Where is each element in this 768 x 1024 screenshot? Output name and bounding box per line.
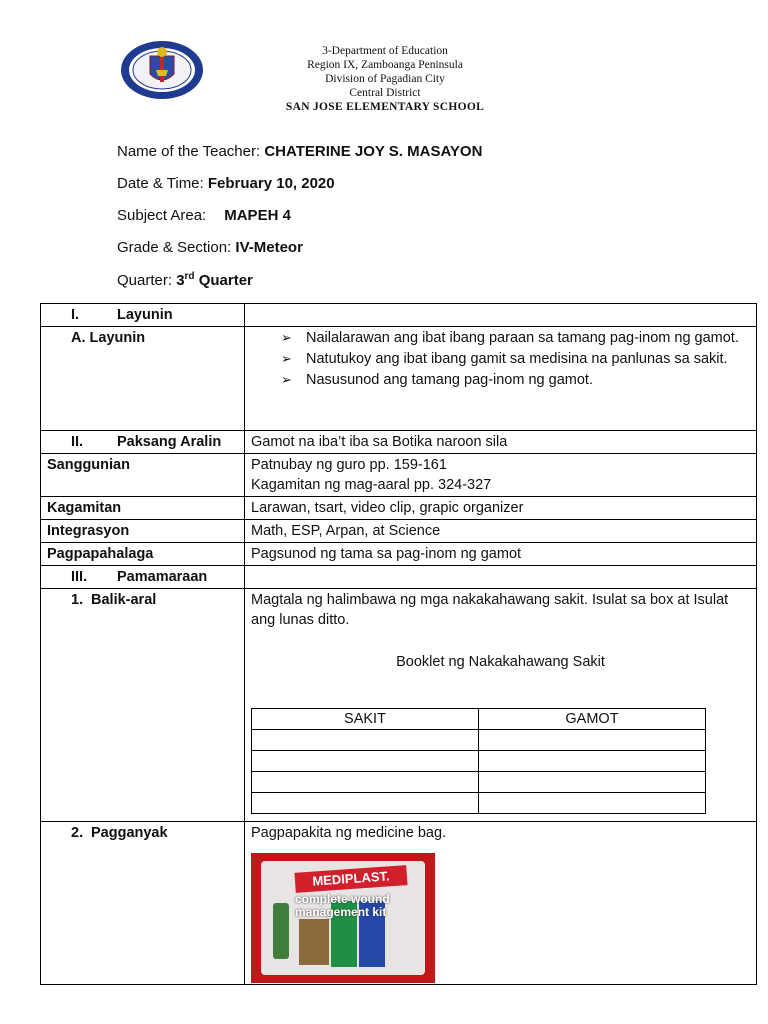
- sanggunian-ref-2: Kagamitan ng mag-aaral pp. 324-327: [251, 477, 492, 493]
- photo-brand-label: MEDIPLAST.: [294, 865, 407, 893]
- kagamitan-value: Larawan, tsart, video clip, grapic organizer: [245, 497, 757, 520]
- quarter-line: [117, 271, 253, 289]
- integrasyon-value: Math, ESP, Arpan, at Science: [245, 520, 757, 543]
- table-row: [252, 751, 706, 772]
- teacher-label: Name of the Teacher:: [117, 143, 265, 160]
- list-item: ➢ Natutukoy ang ibat ibang gamit sa medisina na panlunas sa sakit.: [281, 351, 728, 367]
- letterhead-line-2: Region IX, Zamboanga Peninsula: [307, 59, 463, 71]
- table-row: [252, 709, 706, 730]
- booklet-title: Booklet ng Nakakahawang Sakit: [396, 654, 605, 670]
- grade-label: Grade & Section:: [117, 239, 236, 256]
- table-row: [252, 793, 706, 814]
- section-3-heading: III. Pamamaraan: [41, 566, 245, 589]
- letterhead-line-1: 3-Department of Education: [322, 45, 448, 57]
- pagpapahalaga-label: Pagpapahalaga: [41, 543, 245, 566]
- balik-aral-cell: [245, 589, 757, 822]
- date-value: February 10, 2020: [207, 175, 335, 192]
- pagpapahalaga-value: Pagsunod ng tama sa pag-inom ng gamot: [245, 543, 757, 566]
- table-row: [41, 497, 757, 520]
- kagamitan-label: Kagamitan: [41, 497, 245, 520]
- subject-value: MAPEH 4: [224, 207, 291, 224]
- layunin-label: A. Layunin: [41, 327, 245, 431]
- subject-line: [117, 207, 291, 224]
- sanggunian-ref-1: Patnubay ng guro pp. 159-161: [251, 457, 447, 473]
- quarter-ordinal: rd: [184, 271, 195, 282]
- sanggunian-cell: [245, 454, 757, 497]
- deped-seal-logo: [120, 40, 204, 100]
- list-item: ➢ Nasusunod ang tamang pag-inom ng gamot.: [281, 372, 593, 388]
- quarter-word: Quarter: [194, 272, 253, 289]
- arrow-bullet-icon: ➢: [281, 372, 292, 387]
- grade-line: [117, 239, 303, 256]
- table-row: [41, 520, 757, 543]
- photo-slogan: complete wound management kit: [295, 892, 390, 919]
- letterhead: [250, 44, 520, 114]
- table-row: [41, 543, 757, 566]
- objectives-cell: [245, 327, 757, 431]
- letterhead-line-4: Central District: [349, 87, 421, 99]
- section-1-heading: I. Layunin: [41, 304, 245, 327]
- balik-aral-label: 1. Balik-aral: [41, 589, 245, 822]
- date-label: Date & Time:: [117, 175, 208, 192]
- table-row: [41, 822, 757, 985]
- table-row: [252, 730, 706, 751]
- pagganyak-label: 2. Pagganyak: [41, 822, 245, 985]
- table-row: [41, 304, 757, 327]
- lesson-plan-table: [40, 303, 757, 985]
- pagganyak-cell: [245, 822, 757, 985]
- medicine-bag-photo: [251, 853, 435, 983]
- grade-value: IV-Meteor: [235, 239, 303, 256]
- teacher-line: [117, 143, 482, 160]
- objectives-list: [251, 328, 750, 390]
- arrow-bullet-icon: ➢: [281, 330, 292, 345]
- subject-label: Subject Area:: [117, 207, 207, 224]
- list-item: ➢ Nailalarawan ang ibat ibang paraan sa tamang pag-inom ng gamot.: [281, 330, 739, 346]
- sakit-column-header: SAKIT: [252, 709, 479, 730]
- arrow-bullet-icon: ➢: [281, 351, 292, 366]
- date-line: [117, 175, 335, 192]
- table-row: [41, 566, 757, 589]
- quarter-number: 3: [176, 272, 185, 289]
- sanggunian-label: Sanggunian: [41, 454, 245, 497]
- quarter-label: Quarter:: [117, 272, 177, 289]
- letterhead-line-3: Division of Pagadian City: [325, 73, 445, 85]
- sakit-gamot-table: [251, 708, 706, 814]
- school-name: SAN JOSE ELEMENTARY SCHOOL: [285, 101, 485, 113]
- section-2-heading: II. Paksang Aralin: [41, 431, 245, 454]
- table-row: [41, 431, 757, 454]
- balik-aral-instructions: Magtala ng halimbawa ng mga nakakahawang sakit. Isulat sa box at Isulat ang lunas ditto.: [251, 592, 729, 628]
- table-row: [41, 327, 757, 431]
- gamot-column-header: GAMOT: [479, 709, 706, 730]
- integrasyon-label: Integrasyon: [41, 520, 245, 543]
- teacher-value: CHATERINE JOY S. MASAYON: [264, 143, 483, 160]
- paksang-aralin-value: Gamot na iba’t iba sa Botika naroon sila: [245, 431, 757, 454]
- table-row: [41, 454, 757, 497]
- pagganyak-text: Pagpapakita ng medicine bag.: [251, 825, 447, 841]
- table-row: [41, 589, 757, 822]
- table-row: [252, 772, 706, 793]
